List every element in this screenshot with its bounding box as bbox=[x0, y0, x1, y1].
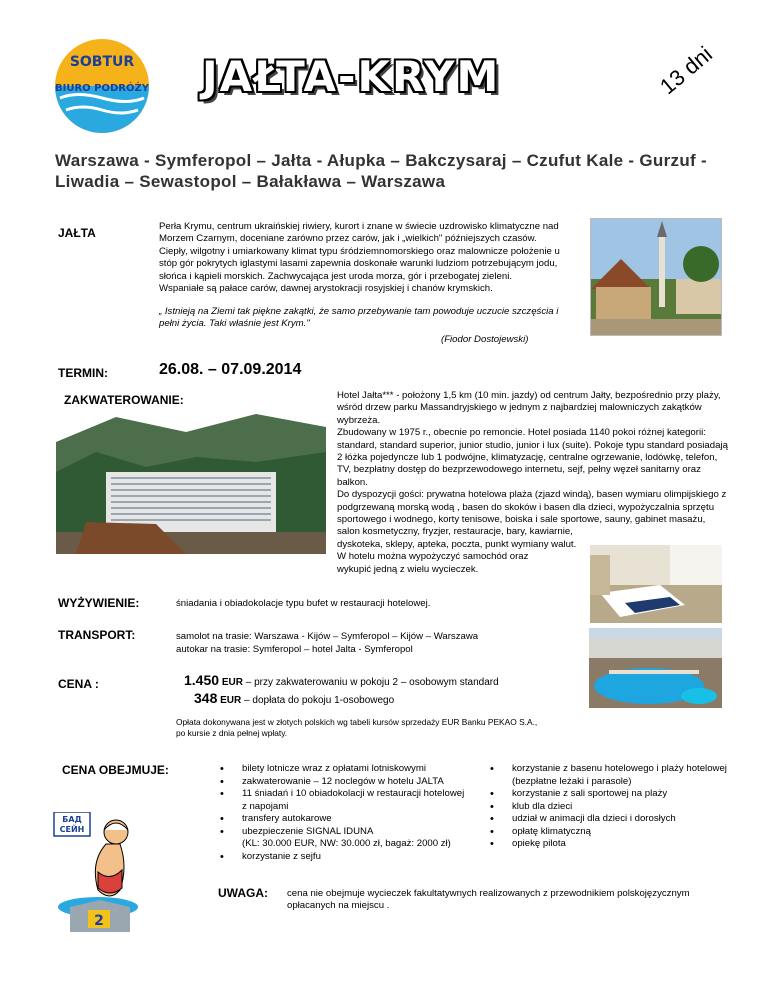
price-row-1 bbox=[184, 672, 499, 688]
note-line: Opłata dokonywana jest w złotych polskich wg tabeli kursów sprzedaży EUR Banku PEKAO S.A., bbox=[176, 717, 538, 727]
logo-top-text: SOBTUR bbox=[69, 54, 135, 70]
mascot-number: 2 bbox=[94, 913, 104, 929]
list-item: • ubezpieczenie SIGNAL IDUNA bbox=[220, 826, 480, 839]
text-line: 2 łóżka pojedyncze lub 1 podwójne, klimatyzację, centralne ogrzewanie, lodówkę, telefon, bbox=[337, 452, 718, 464]
text-line: wykupić jedną z wielu wycieczek. bbox=[337, 563, 479, 575]
list-item: • korzystanie z basenu hotelowego i plaży hotelowej bbox=[490, 763, 750, 776]
price-currency: EUR bbox=[221, 677, 243, 688]
list-item: • korzystanie z sejfu bbox=[220, 851, 480, 864]
list-item: • opłatę klimatyczną bbox=[490, 826, 750, 839]
list-item: • 11 śniadań i 10 obiadokolacji w restauracji hotelowej bbox=[220, 788, 480, 801]
page-title: JAŁTA-KRYM bbox=[202, 52, 501, 101]
text-line: stóp gór pokrytych iglastymi lasami zapewnia doskonałe warunki ludziom potrzebującym jodu, bbox=[159, 258, 558, 270]
list-item: • opiekę pilota bbox=[490, 838, 750, 851]
palace-photo bbox=[590, 218, 722, 336]
text-line: sportowego i wodnego, korty tenisowe, boiska i sale sportowe, sauny, gabinet masażu, bbox=[337, 514, 706, 526]
quote-line: pełni życia. Taki właśnie jest Krym." bbox=[159, 318, 310, 330]
text-line: Wspaniałe są pałace carów, dawnej arystokracji rosyjskiej i chanów krymskich. bbox=[159, 283, 493, 295]
supplement-amount: 348 bbox=[194, 690, 218, 706]
text-line: balkon. bbox=[337, 476, 368, 488]
text-line: W hotelu można wypożyczyć samochód oraz bbox=[337, 551, 529, 563]
swimmer-mascot bbox=[50, 812, 150, 934]
text-line: podgrzewaną morską wodą , basen do skoków i basen dla dzieci, wypożyczalnia sprzętu bbox=[337, 501, 715, 513]
jalta-description bbox=[159, 221, 589, 295]
mascot-sign-line-2: СЕЙН bbox=[59, 825, 85, 834]
list-item: • korzystanie z sali sportowej na plaży bbox=[490, 788, 750, 801]
text-line: dyskoteka, sklepy, apteka, poczta, punkt wymiany walut. bbox=[337, 538, 577, 550]
quote bbox=[159, 306, 589, 331]
price-row-2 bbox=[194, 690, 394, 706]
list-item: (KL: 30.000 EUR, NW: 30.000 zł, bagaż: 2000 zł) bbox=[242, 838, 451, 849]
pool-photo bbox=[589, 628, 722, 708]
transport-label: TRANSPORT: bbox=[58, 628, 136, 642]
list-item: • bilety lotnicze wraz z opłatami lotniskowymi bbox=[220, 763, 480, 776]
text-line: słońca i kąpieli morskich. Zachwycająca jest uroda morza, gór i przebogatej zieleni. bbox=[159, 270, 512, 282]
meals-value: śniadania i obiadokolacje typu bufet w restauracji hotelowej. bbox=[176, 598, 431, 609]
includes-left-list bbox=[220, 763, 480, 863]
meals-label: WYŻYWIENIE: bbox=[58, 596, 140, 610]
text-line: TV, bezpłatny dostęp do bezprzewodowego internetu, sejf, pełny węzeł sanitarny oraz bbox=[337, 464, 701, 476]
text-line: standard, standard superior, junior studio, junior i lux (suite). Pokoje typu standard posiadają bbox=[337, 439, 728, 451]
route-text: Warszawa - Symferopol – Jałta - Ałupka – Bakczysaraj – Czufut Kale - Gurzuf - Liwadia – Sewastopol – Bałakława – Warszawa bbox=[55, 151, 707, 191]
text-line: Perła Krymu, centrum ukraińskiej riwiery, kurort i znane w świecie uzdrowisko klimatyczne nad bbox=[159, 221, 559, 232]
list-item: • zakwaterowanie – 12 noclegów w hotelu JALTA bbox=[220, 776, 480, 789]
note-text bbox=[287, 888, 727, 913]
jalta-label: JAŁTA bbox=[58, 226, 96, 240]
includes-right-list bbox=[490, 763, 750, 851]
supplement-currency: EUR bbox=[220, 695, 242, 706]
note-line: opłacanych na miejscu . bbox=[287, 900, 390, 912]
text-line: wybrzeża. bbox=[337, 414, 381, 426]
list-item: • klub dla dzieci bbox=[490, 801, 750, 814]
quote-line: „ Istnieją na Ziemi tak piękne zakątki, że samo przebywanie tam powoduje uczucie szczęścia i bbox=[159, 306, 559, 317]
sobtur-logo bbox=[52, 36, 152, 136]
mascot-sign-line-1: БАД bbox=[62, 815, 82, 824]
list-item: (bezpłatne leżaki i parasole) bbox=[512, 775, 632, 787]
text-line: wśród drzew parku Massandryjskiego w jednym z najbardziej malowniczych zakątków bbox=[337, 402, 702, 414]
text-line: Zbudowany w 1975 r., obecnie po remoncie. Hotel posiada 1140 pokoi różnej kategorii: bbox=[337, 427, 706, 439]
transport-line-1: samolot na trasie: Warszawa - Kijów – Symferopol – Kijów – Warszawa bbox=[176, 631, 479, 642]
price-label: CENA : bbox=[58, 677, 99, 691]
logo-bottom-text: BIURO PODRÓŻY bbox=[55, 83, 149, 94]
accommodation-label: ZAKWATEROWANIE: bbox=[64, 393, 184, 407]
transport-line-2: autokar na trasie: Symferopol – hotel Jalta - Symferopol bbox=[176, 644, 413, 655]
note-line: cena nie obejmuje wycieczek fakultatywnych realizowanych z przewodnikiem polskojęzycznym bbox=[287, 888, 690, 899]
note-label: UWAGA: bbox=[218, 886, 268, 900]
text-line: salon kosmetyczny, fryzjer, restauracje, bary, kawiarnie, bbox=[337, 526, 573, 538]
text-line: Hotel Jałta*** - położony 1,5 km (10 min. jazdy) od centrum Jałty, bezpośrednio przy plaży, bbox=[337, 390, 721, 401]
days-badge: 13 dni bbox=[655, 41, 717, 100]
includes-label: CENA OBEJMUJE: bbox=[62, 763, 169, 777]
text-line: Ciepły, wilgotny i umiarkowany klimat typu śródziemnomorskiego oraz malownicze położenie u bbox=[159, 245, 560, 257]
price-description: – przy zakwaterowaniu w pokoju 2 – osobowym standard bbox=[245, 677, 499, 688]
text-line: Morzem Czarnym, doceniane zarówno przez carów, jak i „wielkich" późniejszych czasów. bbox=[159, 233, 537, 245]
termin-label: TERMIN: bbox=[58, 366, 108, 380]
payment-note bbox=[176, 717, 537, 739]
quote-author: (Fiodor Dostojewski) bbox=[441, 334, 529, 345]
list-item: z napojami bbox=[242, 800, 289, 812]
text-line: Do dyspozycji gości: prywatna hotelowa plaża (zjazd windą), basen wymiaru olimpijskiego z bbox=[337, 489, 727, 501]
room-photo bbox=[590, 545, 722, 623]
list-item: • transfery autokarowe bbox=[220, 813, 480, 826]
supplement-description: – dopłata do pokoju 1-osobowego bbox=[244, 695, 395, 706]
hotel-photo bbox=[56, 412, 326, 554]
note-line: po kursie z dnia pełnej wpłaty. bbox=[176, 728, 288, 738]
price-amount: 1.450 bbox=[184, 672, 220, 688]
termin-value: 26.08. – 07.09.2014 bbox=[159, 361, 302, 378]
list-item: • udział w animacji dla dzieci i dorosłych bbox=[490, 813, 750, 826]
